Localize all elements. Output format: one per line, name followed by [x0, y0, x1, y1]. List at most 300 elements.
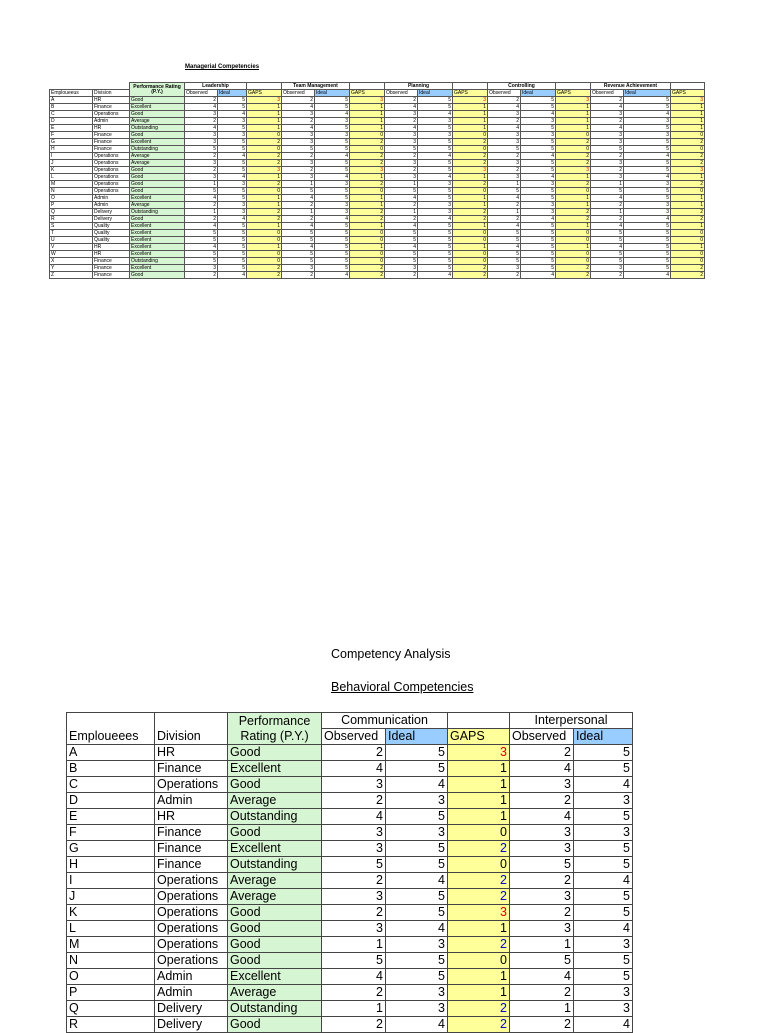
- performance-cell: Good: [228, 745, 322, 761]
- observed-cell: 3: [591, 174, 624, 181]
- table-row: [50, 188, 705, 195]
- communication-ideal-cell: 3: [386, 1001, 448, 1017]
- communication-observed-cell: 1: [322, 937, 386, 953]
- observed-cell: 4: [185, 125, 218, 132]
- managerial-title: Managerial Competencies: [185, 64, 260, 70]
- ideal-cell: 3: [418, 209, 453, 216]
- interpersonal-observed-cell: 5: [510, 857, 574, 873]
- observed-cell: 2: [282, 272, 315, 279]
- observed-cell: 2: [185, 167, 218, 174]
- performance-cell: Average: [130, 202, 185, 209]
- gap-cell: 2: [247, 153, 282, 160]
- ideal-cell: 5: [315, 237, 350, 244]
- employee-cell: O: [67, 969, 155, 985]
- observed-cell: 5: [282, 258, 315, 265]
- ideal-cell: 3: [418, 118, 453, 125]
- division-cell: Finance: [93, 104, 130, 111]
- gap-cell: 0: [556, 258, 591, 265]
- employee-cell: I: [50, 153, 93, 160]
- gap-cell: 0: [556, 146, 591, 153]
- observed-cell: 4: [282, 195, 315, 202]
- gap-cell: 1: [556, 174, 591, 181]
- gap-cell: 1: [453, 223, 488, 230]
- gap-cell: 2: [350, 139, 385, 146]
- division-cell: Admin: [155, 985, 228, 1001]
- ideal-cell: 5: [315, 230, 350, 237]
- observed-cell: 3: [185, 174, 218, 181]
- division-cell: Operations: [93, 181, 130, 188]
- table-row: [67, 809, 633, 825]
- ideal-cell: 5: [624, 146, 671, 153]
- gap-cell: 1: [247, 118, 282, 125]
- division-cell: HR: [93, 125, 130, 132]
- gap-cell: 1: [453, 202, 488, 209]
- gap-cell: 2: [448, 889, 510, 905]
- observed-cell: 3: [488, 132, 521, 139]
- performance-cell: Average: [130, 118, 185, 125]
- observed-cell: 5: [385, 237, 418, 244]
- observed-cell: 3: [185, 160, 218, 167]
- gap-cell: 3: [671, 97, 705, 104]
- division-cell: Admin: [155, 969, 228, 985]
- observed-cell: 2: [591, 153, 624, 160]
- observed-cell: 2: [488, 118, 521, 125]
- ideal-cell: 3: [218, 202, 247, 209]
- interpersonal-ideal-cell: 3: [574, 1001, 633, 1017]
- ideal-cell: 5: [218, 146, 247, 153]
- ideal-cell: 3: [418, 132, 453, 139]
- performance-cell: Excellent: [130, 244, 185, 251]
- ideal-cell: 4: [624, 153, 671, 160]
- observed-cell: 4: [282, 125, 315, 132]
- gap-cell: 0: [350, 132, 385, 139]
- communication-observed-cell: 5: [322, 953, 386, 969]
- ideal-cell: 3: [315, 209, 350, 216]
- gap-cell: 1: [350, 174, 385, 181]
- gap-cell: 0: [556, 188, 591, 195]
- ideal-cell: 4: [418, 174, 453, 181]
- division-cell: Operations: [155, 777, 228, 793]
- employee-cell: G: [50, 139, 93, 146]
- observed-cell: 4: [282, 104, 315, 111]
- table-row: [50, 118, 705, 125]
- employee-cell: Z: [50, 272, 93, 279]
- communication-observed-cell: 3: [322, 921, 386, 937]
- gap-cell: 1: [556, 195, 591, 202]
- gap-cell: 1: [448, 809, 510, 825]
- ideal-cell: 3: [418, 181, 453, 188]
- employee-cell: S: [50, 223, 93, 230]
- gap-cell: 2: [448, 1017, 510, 1033]
- table-row: [50, 104, 705, 111]
- employee-cell: C: [50, 111, 93, 118]
- division-cell: HR: [93, 251, 130, 258]
- observed-cell: 3: [591, 160, 624, 167]
- observed-cell: 1: [591, 181, 624, 188]
- behavioral-table-body: [67, 745, 633, 1033]
- division-cell: Finance: [93, 258, 130, 265]
- gap-cell: 2: [247, 181, 282, 188]
- interpersonal-ideal-cell: 5: [574, 809, 633, 825]
- observed-cell: 3: [185, 111, 218, 118]
- ideal-cell: 5: [418, 167, 453, 174]
- communication-ideal-cell: 5: [386, 969, 448, 985]
- employee-cell: O: [50, 195, 93, 202]
- gap-cell: 2: [247, 265, 282, 272]
- communication-ideal-cell: 3: [386, 985, 448, 1001]
- mgr-header-performance: Performance Rating (P.Y.): [130, 83, 185, 97]
- observed-cell: 2: [282, 118, 315, 125]
- communication-observed-cell: 1: [322, 1001, 386, 1017]
- gap-cell: 2: [448, 841, 510, 857]
- gap-cell: 1: [247, 104, 282, 111]
- gap-cell: 1: [556, 104, 591, 111]
- interpersonal-observed-cell: 4: [510, 761, 574, 777]
- interpersonal-ideal-cell: 3: [574, 793, 633, 809]
- observed-cell: 4: [591, 104, 624, 111]
- ideal-cell: 3: [315, 132, 350, 139]
- employee-cell: D: [50, 118, 93, 125]
- observed-cell: 5: [488, 188, 521, 195]
- gap-cell: 0: [453, 258, 488, 265]
- observed-cell: 2: [591, 167, 624, 174]
- division-cell: Finance: [155, 825, 228, 841]
- gap-cell: 3: [448, 745, 510, 761]
- observed-cell: 5: [488, 230, 521, 237]
- division-cell: Operations: [155, 953, 228, 969]
- communication-ideal-cell: 5: [386, 841, 448, 857]
- interpersonal-ideal-cell: 5: [574, 953, 633, 969]
- table-row: [67, 985, 633, 1001]
- table-row: [50, 97, 705, 104]
- observed-cell: 4: [385, 223, 418, 230]
- gap-cell: 0: [247, 146, 282, 153]
- observed-cell: 1: [185, 181, 218, 188]
- gap-cell: 2: [453, 272, 488, 279]
- ideal-cell: 5: [521, 258, 556, 265]
- observed-cell: 2: [185, 153, 218, 160]
- ideal-cell: 3: [521, 202, 556, 209]
- division-cell: Finance: [155, 841, 228, 857]
- ideal-cell: 4: [624, 111, 671, 118]
- division-cell: Quality: [93, 223, 130, 230]
- gap-cell: 0: [247, 237, 282, 244]
- gap-cell: 1: [671, 174, 705, 181]
- ideal-cell: 4: [521, 174, 556, 181]
- table-row: [50, 174, 705, 181]
- ideal-cell: 5: [624, 139, 671, 146]
- mgr-header-ideal: Ideal: [418, 90, 453, 97]
- mgr-header-gaps: GAPS: [453, 90, 488, 97]
- observed-cell: 2: [185, 118, 218, 125]
- observed-cell: 3: [185, 265, 218, 272]
- observed-cell: 3: [385, 174, 418, 181]
- performance-cell: Average: [130, 160, 185, 167]
- division-cell: Operations: [93, 111, 130, 118]
- mgr-header-controlling: Controlling: [488, 83, 556, 90]
- ideal-cell: 5: [418, 188, 453, 195]
- table-row: [67, 1001, 633, 1017]
- communication-ideal-cell: 5: [386, 761, 448, 777]
- gap-cell: 1: [671, 202, 705, 209]
- division-cell: Operations: [155, 905, 228, 921]
- observed-cell: 3: [185, 139, 218, 146]
- employee-cell: T: [50, 230, 93, 237]
- interpersonal-observed-cell: 1: [510, 1001, 574, 1017]
- performance-cell: Excellent: [130, 237, 185, 244]
- performance-cell: Good: [130, 272, 185, 279]
- gap-cell: 2: [671, 265, 705, 272]
- observed-cell: 3: [282, 160, 315, 167]
- beh-header-communication: Communication: [322, 713, 448, 729]
- observed-cell: 5: [488, 251, 521, 258]
- division-cell: Finance: [93, 146, 130, 153]
- ideal-cell: 4: [418, 272, 453, 279]
- table-row: [50, 237, 705, 244]
- communication-observed-cell: 2: [322, 745, 386, 761]
- observed-cell: 4: [185, 195, 218, 202]
- employee-cell: M: [67, 937, 155, 953]
- ideal-cell: 5: [521, 244, 556, 251]
- competency-analysis-title: Competency Analysis: [331, 647, 451, 661]
- gap-cell: 0: [453, 146, 488, 153]
- ideal-cell: 5: [315, 146, 350, 153]
- observed-cell: 3: [488, 265, 521, 272]
- interpersonal-ideal-cell: 4: [574, 873, 633, 889]
- employee-cell: W: [50, 251, 93, 258]
- employee-cell: X: [50, 258, 93, 265]
- observed-cell: 4: [488, 125, 521, 132]
- observed-cell: 2: [488, 216, 521, 223]
- observed-cell: 2: [385, 167, 418, 174]
- communication-observed-cell: 2: [322, 873, 386, 889]
- ideal-cell: 5: [315, 139, 350, 146]
- employee-cell: U: [50, 237, 93, 244]
- gap-cell: 1: [448, 921, 510, 937]
- table-row: [50, 230, 705, 237]
- performance-cell: Excellent: [130, 251, 185, 258]
- gap-cell: 2: [671, 272, 705, 279]
- gap-cell: 2: [556, 139, 591, 146]
- ideal-cell: 5: [218, 244, 247, 251]
- ideal-cell: 5: [624, 237, 671, 244]
- ideal-cell: 5: [418, 230, 453, 237]
- employee-cell: A: [50, 97, 93, 104]
- performance-cell: Outstanding: [130, 209, 185, 216]
- communication-observed-cell: 4: [322, 809, 386, 825]
- gap-cell: 1: [671, 111, 705, 118]
- employee-cell: B: [50, 104, 93, 111]
- observed-cell: 3: [385, 139, 418, 146]
- division-cell: Finance: [93, 265, 130, 272]
- table-row: [67, 793, 633, 809]
- gap-cell: 1: [671, 223, 705, 230]
- mgr-header-observed: Observed: [385, 90, 418, 97]
- employee-cell: J: [50, 160, 93, 167]
- employee-cell: L: [67, 921, 155, 937]
- employee-cell: M: [50, 181, 93, 188]
- communication-ideal-cell: 3: [386, 825, 448, 841]
- ideal-cell: 5: [521, 146, 556, 153]
- ideal-cell: 5: [218, 160, 247, 167]
- gap-cell: 1: [247, 223, 282, 230]
- employee-cell: B: [67, 761, 155, 777]
- ideal-cell: 3: [521, 118, 556, 125]
- communication-ideal-cell: 5: [386, 745, 448, 761]
- performance-cell: Excellent: [130, 265, 185, 272]
- gap-cell: 0: [453, 188, 488, 195]
- ideal-cell: 5: [418, 139, 453, 146]
- observed-cell: 5: [385, 230, 418, 237]
- ideal-cell: 4: [521, 153, 556, 160]
- table-row: [67, 937, 633, 953]
- gap-cell: 0: [350, 251, 385, 258]
- observed-cell: 2: [385, 97, 418, 104]
- communication-ideal-cell: 5: [386, 809, 448, 825]
- beh-header-ideal: Ideal: [574, 729, 633, 745]
- gap-cell: 0: [556, 230, 591, 237]
- table-row: [50, 216, 705, 223]
- observed-cell: 3: [185, 132, 218, 139]
- interpersonal-ideal-cell: 3: [574, 825, 633, 841]
- observed-cell: 2: [385, 272, 418, 279]
- table-row: [50, 160, 705, 167]
- performance-cell: Good: [228, 1017, 322, 1033]
- observed-cell: 4: [488, 244, 521, 251]
- observed-cell: 5: [282, 237, 315, 244]
- table-row: [50, 251, 705, 258]
- interpersonal-observed-cell: 2: [510, 905, 574, 921]
- observed-cell: 2: [591, 118, 624, 125]
- gap-cell: 1: [350, 118, 385, 125]
- observed-cell: 5: [185, 251, 218, 258]
- interpersonal-ideal-cell: 5: [574, 745, 633, 761]
- performance-cell: Excellent: [130, 195, 185, 202]
- employee-cell: L: [50, 174, 93, 181]
- gap-cell: 2: [556, 216, 591, 223]
- mgr-header-gaps: GAPS: [247, 90, 282, 97]
- gap-cell: 0: [556, 237, 591, 244]
- gap-cell: 2: [350, 181, 385, 188]
- ideal-cell: 5: [624, 244, 671, 251]
- division-cell: Admin: [93, 195, 130, 202]
- gap-cell: 0: [448, 953, 510, 969]
- ideal-cell: 5: [418, 125, 453, 132]
- interpersonal-ideal-cell: 5: [574, 889, 633, 905]
- gap-cell: 2: [671, 139, 705, 146]
- division-cell: Quality: [93, 230, 130, 237]
- ideal-cell: 4: [521, 111, 556, 118]
- ideal-cell: 4: [218, 216, 247, 223]
- ideal-cell: 3: [218, 181, 247, 188]
- communication-observed-cell: 3: [322, 825, 386, 841]
- beh-header-division: Division: [155, 729, 228, 745]
- observed-cell: 1: [282, 209, 315, 216]
- gap-cell: 1: [350, 244, 385, 251]
- table-row: [50, 265, 705, 272]
- observed-cell: 5: [591, 188, 624, 195]
- performance-cell: Average: [228, 985, 322, 1001]
- gap-cell: 0: [556, 132, 591, 139]
- employee-cell: F: [67, 825, 155, 841]
- ideal-cell: 5: [315, 195, 350, 202]
- mgr-header-observed: Observed: [591, 90, 624, 97]
- mgr-header-team-management: Team Management: [282, 83, 350, 90]
- interpersonal-ideal-cell: 4: [574, 777, 633, 793]
- observed-cell: 5: [591, 251, 624, 258]
- observed-cell: 5: [185, 237, 218, 244]
- observed-cell: 2: [488, 202, 521, 209]
- communication-ideal-cell: 4: [386, 777, 448, 793]
- observed-cell: 4: [488, 104, 521, 111]
- communication-observed-cell: 2: [322, 793, 386, 809]
- interpersonal-observed-cell: 3: [510, 889, 574, 905]
- observed-cell: 1: [591, 209, 624, 216]
- observed-cell: 2: [488, 97, 521, 104]
- interpersonal-observed-cell: 3: [510, 841, 574, 857]
- gap-cell: 3: [671, 167, 705, 174]
- employee-cell: K: [50, 167, 93, 174]
- employee-cell: E: [67, 809, 155, 825]
- employee-cell: E: [50, 125, 93, 132]
- observed-cell: 5: [185, 230, 218, 237]
- ideal-cell: 5: [315, 97, 350, 104]
- observed-cell: 3: [385, 111, 418, 118]
- performance-cell: Good: [228, 905, 322, 921]
- ideal-cell: 5: [624, 265, 671, 272]
- observed-cell: 2: [591, 97, 624, 104]
- gap-cell: 0: [671, 251, 705, 258]
- observed-cell: 3: [591, 139, 624, 146]
- observed-cell: 2: [488, 153, 521, 160]
- interpersonal-ideal-cell: 5: [574, 857, 633, 873]
- ideal-cell: 4: [418, 111, 453, 118]
- observed-cell: 1: [488, 181, 521, 188]
- communication-observed-cell: 2: [322, 905, 386, 921]
- table-row: [67, 969, 633, 985]
- gap-cell: 1: [247, 174, 282, 181]
- observed-cell: 3: [488, 139, 521, 146]
- gap-cell: 1: [556, 202, 591, 209]
- observed-cell: 2: [282, 216, 315, 223]
- ideal-cell: 5: [418, 251, 453, 258]
- gap-cell: 2: [671, 181, 705, 188]
- gap-cell: 3: [453, 167, 488, 174]
- table-row: [67, 777, 633, 793]
- managerial-table: [49, 82, 705, 279]
- gap-cell: 2: [247, 209, 282, 216]
- interpersonal-ideal-cell: 5: [574, 969, 633, 985]
- interpersonal-observed-cell: 2: [510, 793, 574, 809]
- observed-cell: 2: [185, 97, 218, 104]
- ideal-cell: 5: [315, 125, 350, 132]
- observed-cell: 5: [488, 258, 521, 265]
- ideal-cell: 3: [315, 118, 350, 125]
- ideal-cell: 5: [418, 258, 453, 265]
- gap-cell: 1: [448, 777, 510, 793]
- observed-cell: 4: [385, 244, 418, 251]
- communication-ideal-cell: 3: [386, 793, 448, 809]
- gap-cell: 1: [448, 761, 510, 777]
- employee-cell: Q: [67, 1001, 155, 1017]
- table-row: [67, 905, 633, 921]
- performance-cell: Excellent: [228, 761, 322, 777]
- observed-cell: 4: [591, 223, 624, 230]
- employee-cell: V: [50, 244, 93, 251]
- gap-cell: 0: [453, 132, 488, 139]
- gap-cell: 1: [247, 125, 282, 132]
- ideal-cell: 5: [624, 125, 671, 132]
